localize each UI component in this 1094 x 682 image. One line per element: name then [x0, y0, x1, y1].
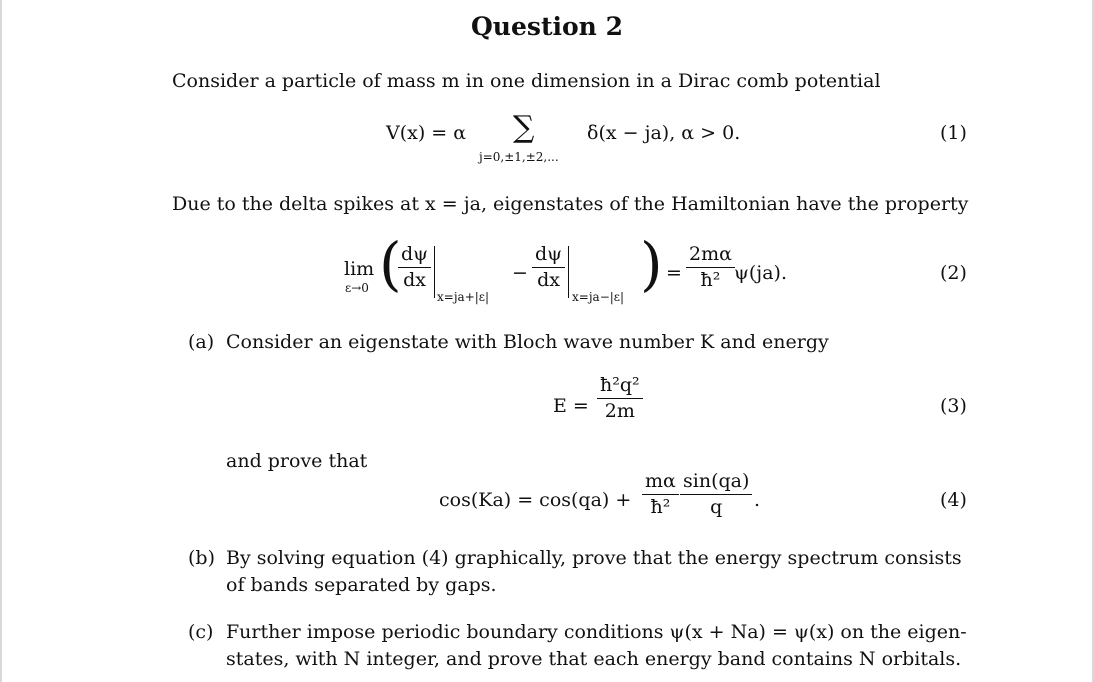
- eq4-f1-numerator: mα: [642, 471, 679, 495]
- eq2-rhs-denominator: ħ²: [700, 268, 721, 291]
- eq3-numerator: ħ²q²: [597, 375, 643, 399]
- eq4-lhs: cos(Ka) = cos(qa) +: [439, 489, 632, 511]
- close-paren: ): [640, 230, 663, 298]
- part-a-text: Consider an eigenstate with Bloch wave number K and energy: [226, 331, 829, 353]
- part-b-line-1: By solving equation (4) graphically, prove that the energy spectrum consists: [226, 547, 962, 569]
- eq2-fraction: [686, 244, 735, 291]
- limit-subscript: ε→0: [345, 281, 369, 295]
- d2-numerator: dψ: [532, 244, 565, 268]
- eq2-number: (2): [940, 262, 967, 284]
- derivative-1: [398, 244, 431, 291]
- eq4-f2-denominator: q: [710, 495, 723, 518]
- question-title: Question 2: [471, 12, 623, 41]
- d1-denominator: dx: [403, 268, 426, 291]
- d1-numerator: dψ: [398, 244, 431, 268]
- part-c-line-1: Further impose periodic boundary conditions ψ(x + Na) = ψ(x) on the eigen-: [226, 621, 967, 643]
- eq2-rhs-tail: ψ(ja).: [734, 262, 787, 284]
- part-b-label: (b): [188, 547, 215, 569]
- eq1-rhs: δ(x − ja), α > 0.: [587, 122, 741, 144]
- part-b-line-2: of bands separated by gaps.: [226, 574, 497, 596]
- eq1-number: (1): [940, 122, 967, 144]
- eq2-rhs-numerator: 2mα: [686, 244, 735, 268]
- sum-symbol: ∑: [513, 110, 535, 145]
- eq4-f2-numerator: sin(qa): [680, 471, 752, 495]
- eq4-tail: .: [754, 489, 761, 511]
- prove-text: and prove that: [226, 450, 368, 472]
- d2-denominator: dx: [537, 268, 560, 291]
- sum-subscript: j=0,±1,±2,...: [479, 150, 559, 164]
- derivative-2: [532, 244, 565, 291]
- eq4-fraction-1: [642, 471, 679, 518]
- eval-point-1: x=ja+|ε|: [437, 290, 490, 304]
- eval-point-2: x=ja−|ε|: [572, 290, 625, 304]
- intro-text: Consider a particle of mass m in one dimension in a Dirac comb potential: [172, 70, 881, 92]
- eq4-f1-denominator: ħ²: [650, 495, 671, 518]
- minus-sign: −: [512, 262, 528, 284]
- eq3-lhs: E =: [553, 395, 589, 417]
- eq1-lhs: V(x) = α: [386, 122, 467, 144]
- eq4-fraction-2: [680, 471, 752, 518]
- part-a-label: (a): [188, 331, 215, 353]
- eq4-number: (4): [940, 489, 967, 511]
- eq3-number: (3): [940, 395, 967, 417]
- eq3-denominator: 2m: [604, 399, 635, 422]
- eval-bar-1: [434, 246, 435, 298]
- part-c-line-2: states, with N integer, and prove that each energy band contains N orbitals.: [226, 648, 962, 670]
- eq2-equals: =: [666, 262, 682, 284]
- eq3-fraction: [597, 375, 643, 422]
- limit: lim: [344, 258, 375, 280]
- eval-bar-2: [568, 246, 569, 298]
- delta-text: Due to the delta spikes at x = ja, eigenstates of the Hamiltonian have the property: [172, 193, 969, 215]
- part-c-label: (c): [188, 621, 214, 643]
- open-paren: (: [379, 230, 402, 298]
- left-border: [0, 0, 2, 682]
